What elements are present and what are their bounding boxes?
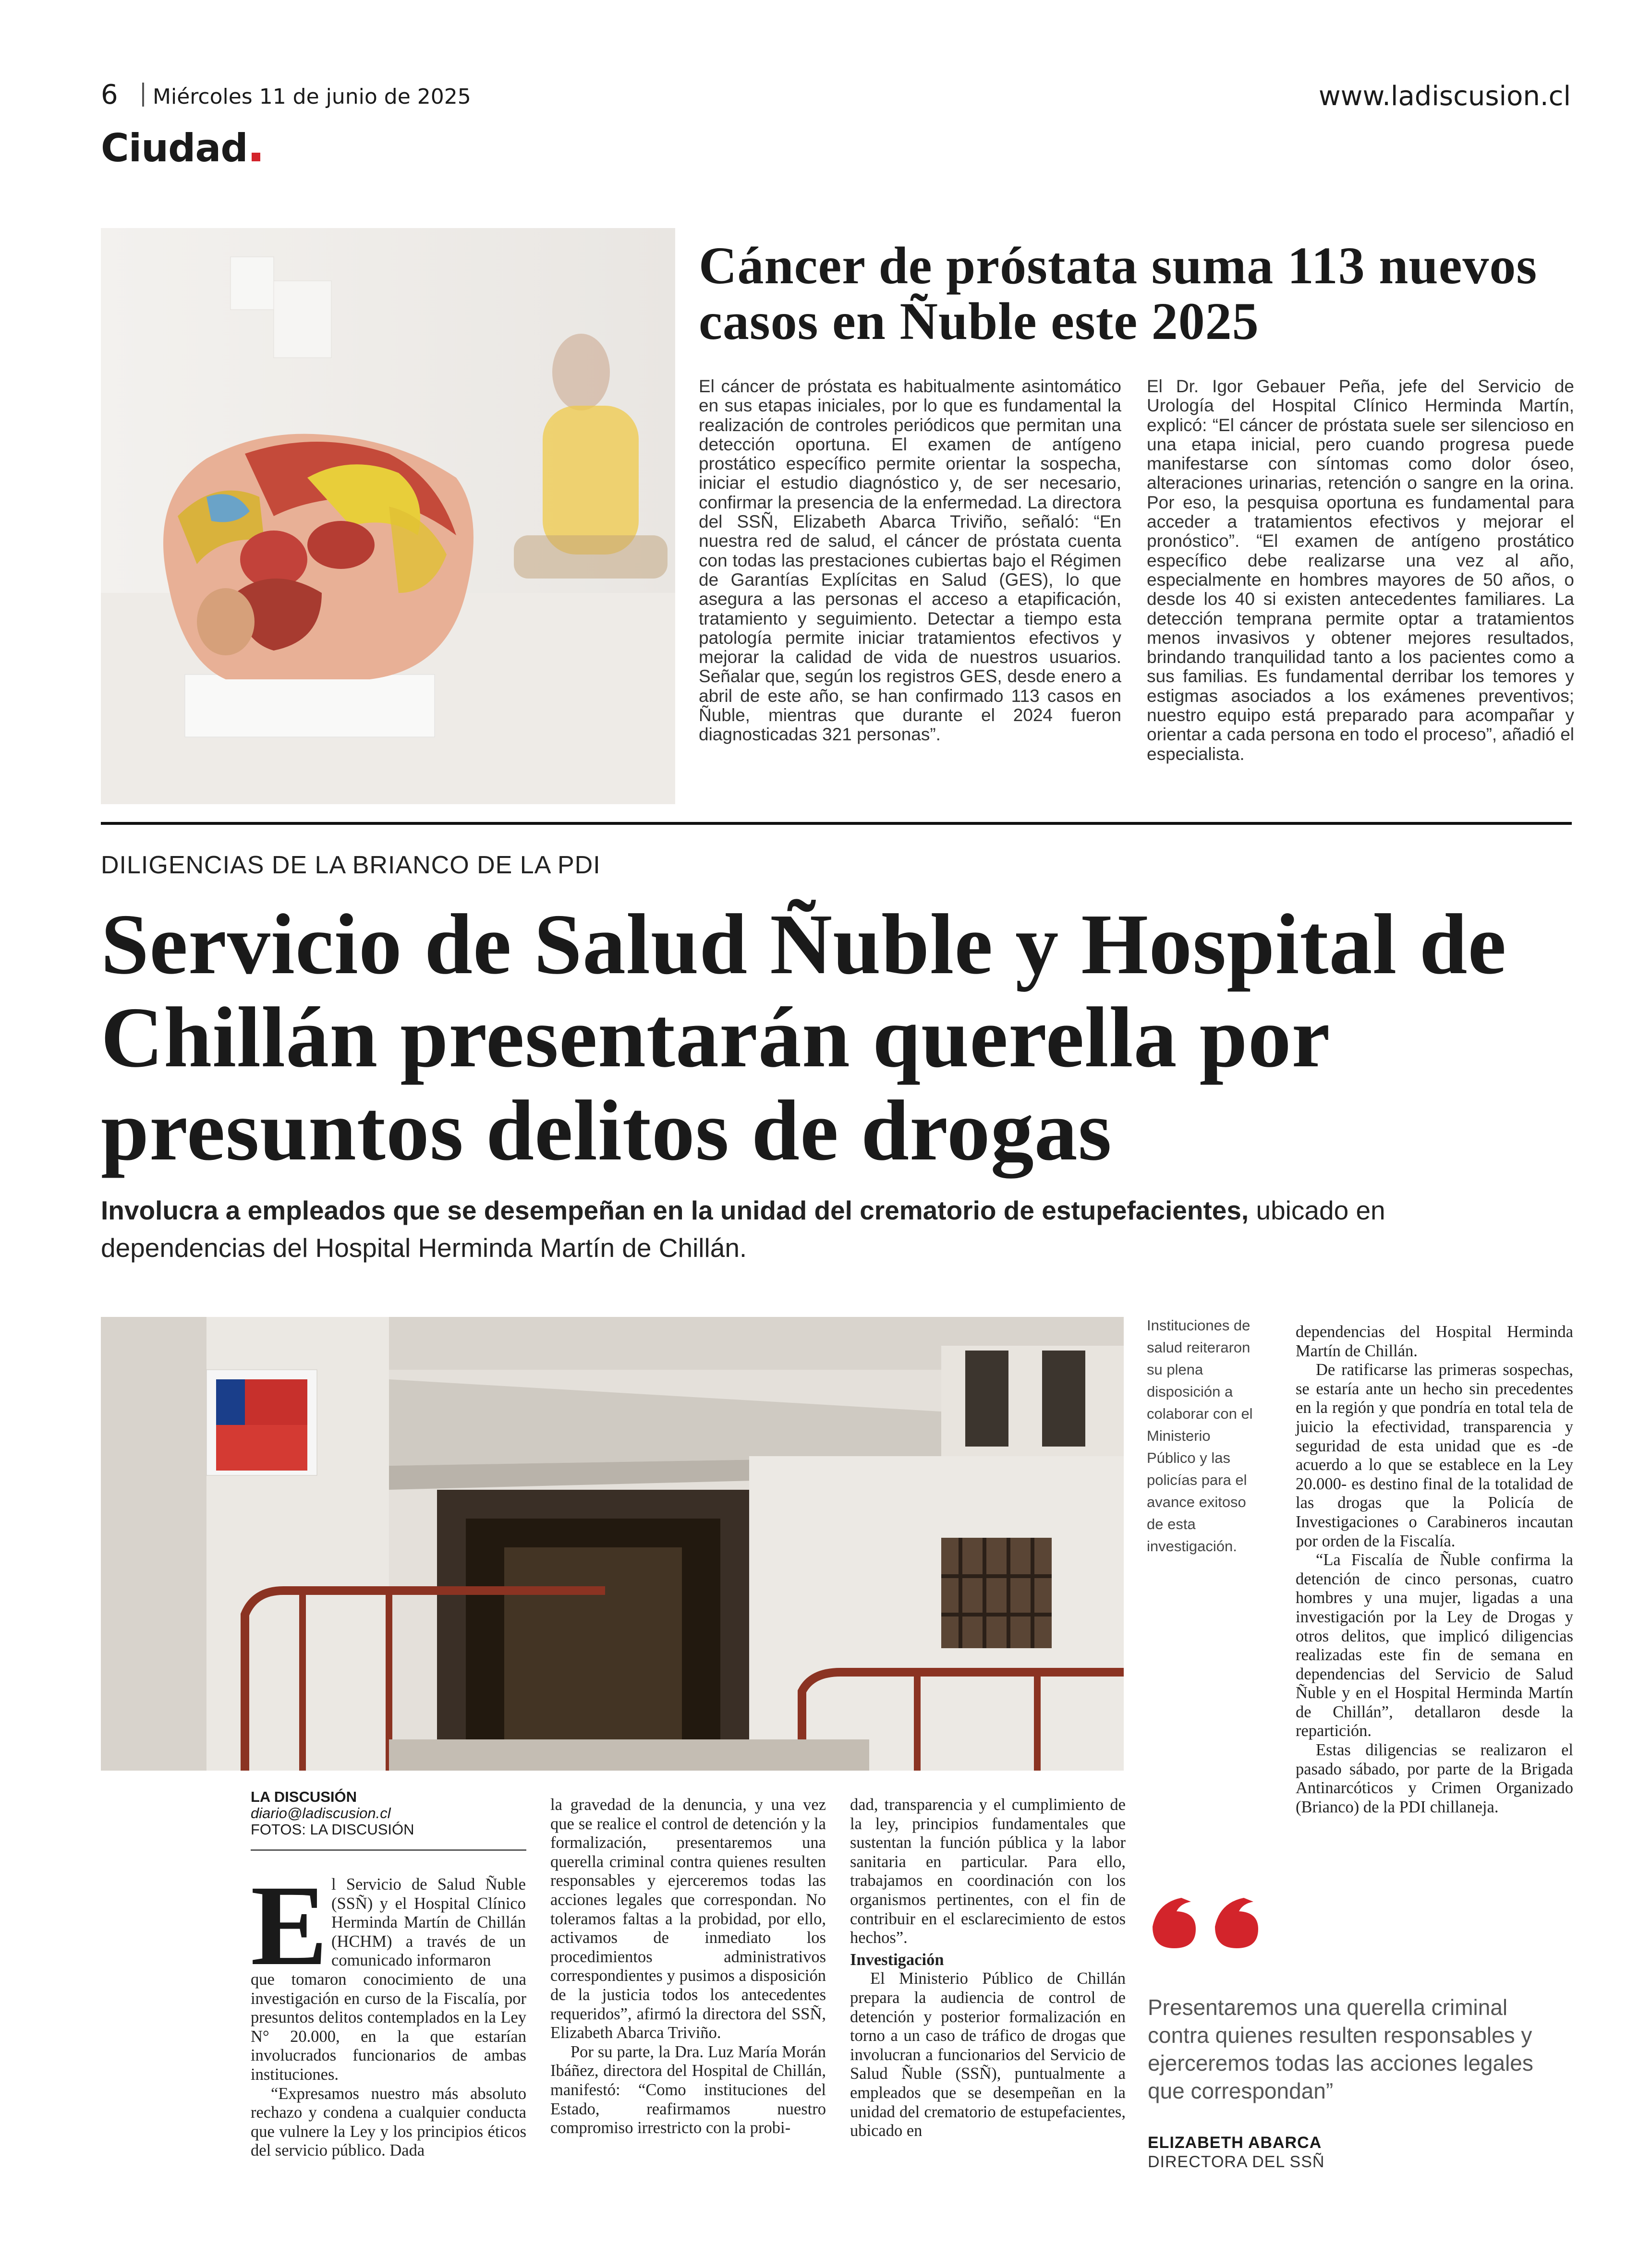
section-title [101, 126, 260, 170]
body-column-1-lead [331, 1875, 526, 1970]
body-column-3 [850, 1796, 1126, 2141]
lead-paragraph: l Servicio de Salud Ñuble (SSÑ) y el Hospital Clínico Herminda Martín de Chillán (HCHM) a través de un comunicado informaron [331, 1875, 526, 1970]
byline-rule [251, 1849, 526, 1851]
site-url[interactable]: www.ladiscusion.cl [1318, 81, 1571, 112]
hospital-entrance-photo [101, 1317, 1124, 1771]
story1-headline: Cáncer de próstata suma 113 nuevos casos en Ñuble este 2025 [699, 236, 1538, 350]
body-column-4 [1296, 1323, 1573, 1817]
body-paragraph: De ratificarse las primeras sospechas, se estaría ante un hecho sin precedentes en la región y que pondría en total tela de juicio la efectividad, transparencia y seguridad de esta unidad que es -de acuerdo a lo que se establece en la Ley 20.000- es destino final de la totalidad de las drogas que la Policía de Investigaciones o Carabineros incautan por orden de la Fiscalía. [1296, 1361, 1573, 1550]
quote-author: ELIZABETH ABARCA [1148, 2134, 1322, 2152]
byline-email[interactable]: diario@ladiscusion.cl [251, 1805, 391, 1822]
pull-quote: Presentaremos una querella criminal contra quienes resulten responsables y ejerceremos todas las acciones legales que correspondan” [1148, 1995, 1533, 2103]
prostate-model-illustration [101, 228, 675, 804]
story2-deck [101, 1192, 1493, 1267]
quote-mark-icon [1148, 1893, 1273, 1951]
page-number: 6 [101, 79, 118, 110]
body-paragraph: la gravedad de la denuncia, y una vez que se realice el control de detención y la formalización, presentaremos una querella criminal contra quienes resulten responsables y ejerceremos todas las acciones legales que correspondan. No toleramos faltas a la probidad, por ello, activamos de inmediato los procedimientos administrativos correspondientes y pusimos a disposición de la justicia todos los antecedentes requeridos”, afirmó la directora del SSÑ, Elizabeth Abarca Triviño. [550, 1796, 826, 2042]
byline-photos: FOTOS: LA DISCUSIÓN [251, 1821, 414, 1838]
section-dot-icon [252, 153, 260, 161]
story2-kicker: DILIGENCIAS DE LA BRIANCO DE LA PDI [101, 851, 601, 879]
story1-column-2: El Dr. Igor Gebauer Peña, jefe del Servicio de Urología del Hospital Clínico Herminda Martín, explicó: “El cáncer de próstata suele ser silencioso en una etapa inicial, pero cuando progresa puede manifestarse con síntomas como dolor óseo, alteraciones urinarias, retención o sangre en la orina. Por eso, la pesquisa oportuna es fundamental para acceder a tratamientos efectivos y mejorar el pronóstico”. “El examen de antígeno prostático específico debe realizarse una vez al año, especialmente en hombres mayores de 50 años, o desde los 40 si existen antecedentes familiares. La detección temprana permite optar a tratamientos menos invasivos y obtener mejores resultados, brindando tranquilidad tanto a los pacientes como a sus familias. Es fundamental derribar los temores y estigmas asociados a los exámenes preventivos; nuestro equipo está preparado para acompañar y orientar a cada persona en todo el proceso”, añadió el especialista. [1147, 376, 1574, 764]
story1-column-1: El cáncer de próstata es habitualmente asintomático en sus etapas iniciales, por lo que es fundamental la realización de controles periódicos que permitan una detección oportuna. El examen de antígeno prostático específico permite orientar la sospecha, iniciar el estudio diagnóstico y, de ser necesario, confirmar la presencia de la enfermedad. La directora del SSÑ, Elizabeth Abarca Triviño, señaló: “En nuestra red de salud, el cáncer de próstata cuenta con todas las prestaciones cubiertas bajo el Régimen de Garantías Explícitas en Salud (GES), lo que asegura a las personas el acceso a etapificación, tratamiento y seguimiento. Detectar a tiempo esta patología permite iniciar tratamientos efectivos y mejorar la calidad de vida de nuestros usuarios. Señalar que, según los registros GES, desde enero a abril de este año, se han confirmado 113 casos en Ñuble, mientras que durante el 2024 fueron diagnosticadas 321 personas”. [699, 376, 1121, 745]
body-paragraph: Por su parte, la Dra. Luz María Morán Ibáñez, directora del Hospital de Chillán, manifestó: “Como instituciones del Estado, reafirmamos nuestro compromiso irrestricto con la probi- [550, 2042, 826, 2137]
byline-name: LA DISCUSIÓN [251, 1788, 357, 1805]
header-divider [142, 83, 144, 107]
story2-headline: Servicio de Salud Ñuble y Hospital de Chillán presentarán querella por presuntos delitos de drogas [101, 896, 1507, 1178]
section-rule [101, 822, 1572, 825]
body-paragraph: El Ministerio Público de Chillán prepara la audiencia de control de detención y posterior formalización en torno a un caso de tráfico de drogas que involucran a funcionarios del Servicio de Salud Ñuble (SSÑ), puntualmente a empleados que se desempeñan en la unidad del crematorio de estupefacientes, ubicado en [850, 1969, 1126, 2140]
body-column-2 [550, 1796, 826, 2138]
drop-cap: E [251, 1861, 328, 1989]
deck-bold: Involucra a empleados que se desempeñan en la unidad del crematorio de estupefacientes, [101, 1195, 1249, 1225]
body-paragraph: Estas diligencias se realizaron el pasado sábado, por parte de la Brigada Antinarcóticos y Crimen Organizado (Brianco) de la PDI chillaneja. [1296, 1741, 1573, 1816]
photo-caption: Instituciones de salud reiteraron su plena disposición a colaborar con el Ministerio Público y las policías para el avance exitoso de esta investigación. [1147, 1317, 1253, 1555]
issue-date: Miércoles 11 de junio de 2025 [153, 84, 471, 109]
body-paragraph: dad, transparencia y el cumplimiento de la ley, principios fundamentales que sustentan la función pública y la labor sanitaria en particular. Para ello, trabajamos en coordinación con los organismos pertinentes, con el fin de contribuir en el esclarecimiento de estos hechos”. [850, 1796, 1126, 1947]
section-label: Ciudad [101, 126, 248, 170]
body-paragraph: “La Fiscalía de Ñuble confirma la detención de cinco personas, cuatro hombres y una mujer, ligadas a una investigación por la Ley de Drogas y otros delitos, que implicó diligencias realizadas este fin de semana en dependencias del Servicio de Salud Ñuble y en el Hospital Herminda Martín de Chillán”, detallaron desde la repartición. [1296, 1551, 1573, 1740]
body-column-1 [251, 1970, 526, 2160]
hospital-building-illustration [101, 1317, 1124, 1771]
deck-rest: ubicado en dependencias del Hospital Herminda Martín de Chillán. [101, 1195, 1385, 1263]
body-paragraph: dependencias del Hospital Herminda Martín de Chillán. [1296, 1323, 1573, 1360]
lead-paragraph-rest: que tomaron conocimiento de una investigación en curso de la Fiscalía, por presuntos delitos contemplados en la Ley N° 20.000, en la que estarían involucrados funcionarios de ambas instituciones. [251, 1970, 526, 2084]
subheading-investigacion: Investigación [850, 1950, 944, 1969]
quote-author-role: DIRECTORA DEL SSÑ [1148, 2153, 1325, 2171]
body-paragraph: “Expresamos nuestro más absoluto rechazo y condena a cualquier conducta que vulnere la Ley y los principios éticos del servicio público. Dada [251, 2084, 526, 2160]
prostate-model-photo [101, 228, 675, 804]
